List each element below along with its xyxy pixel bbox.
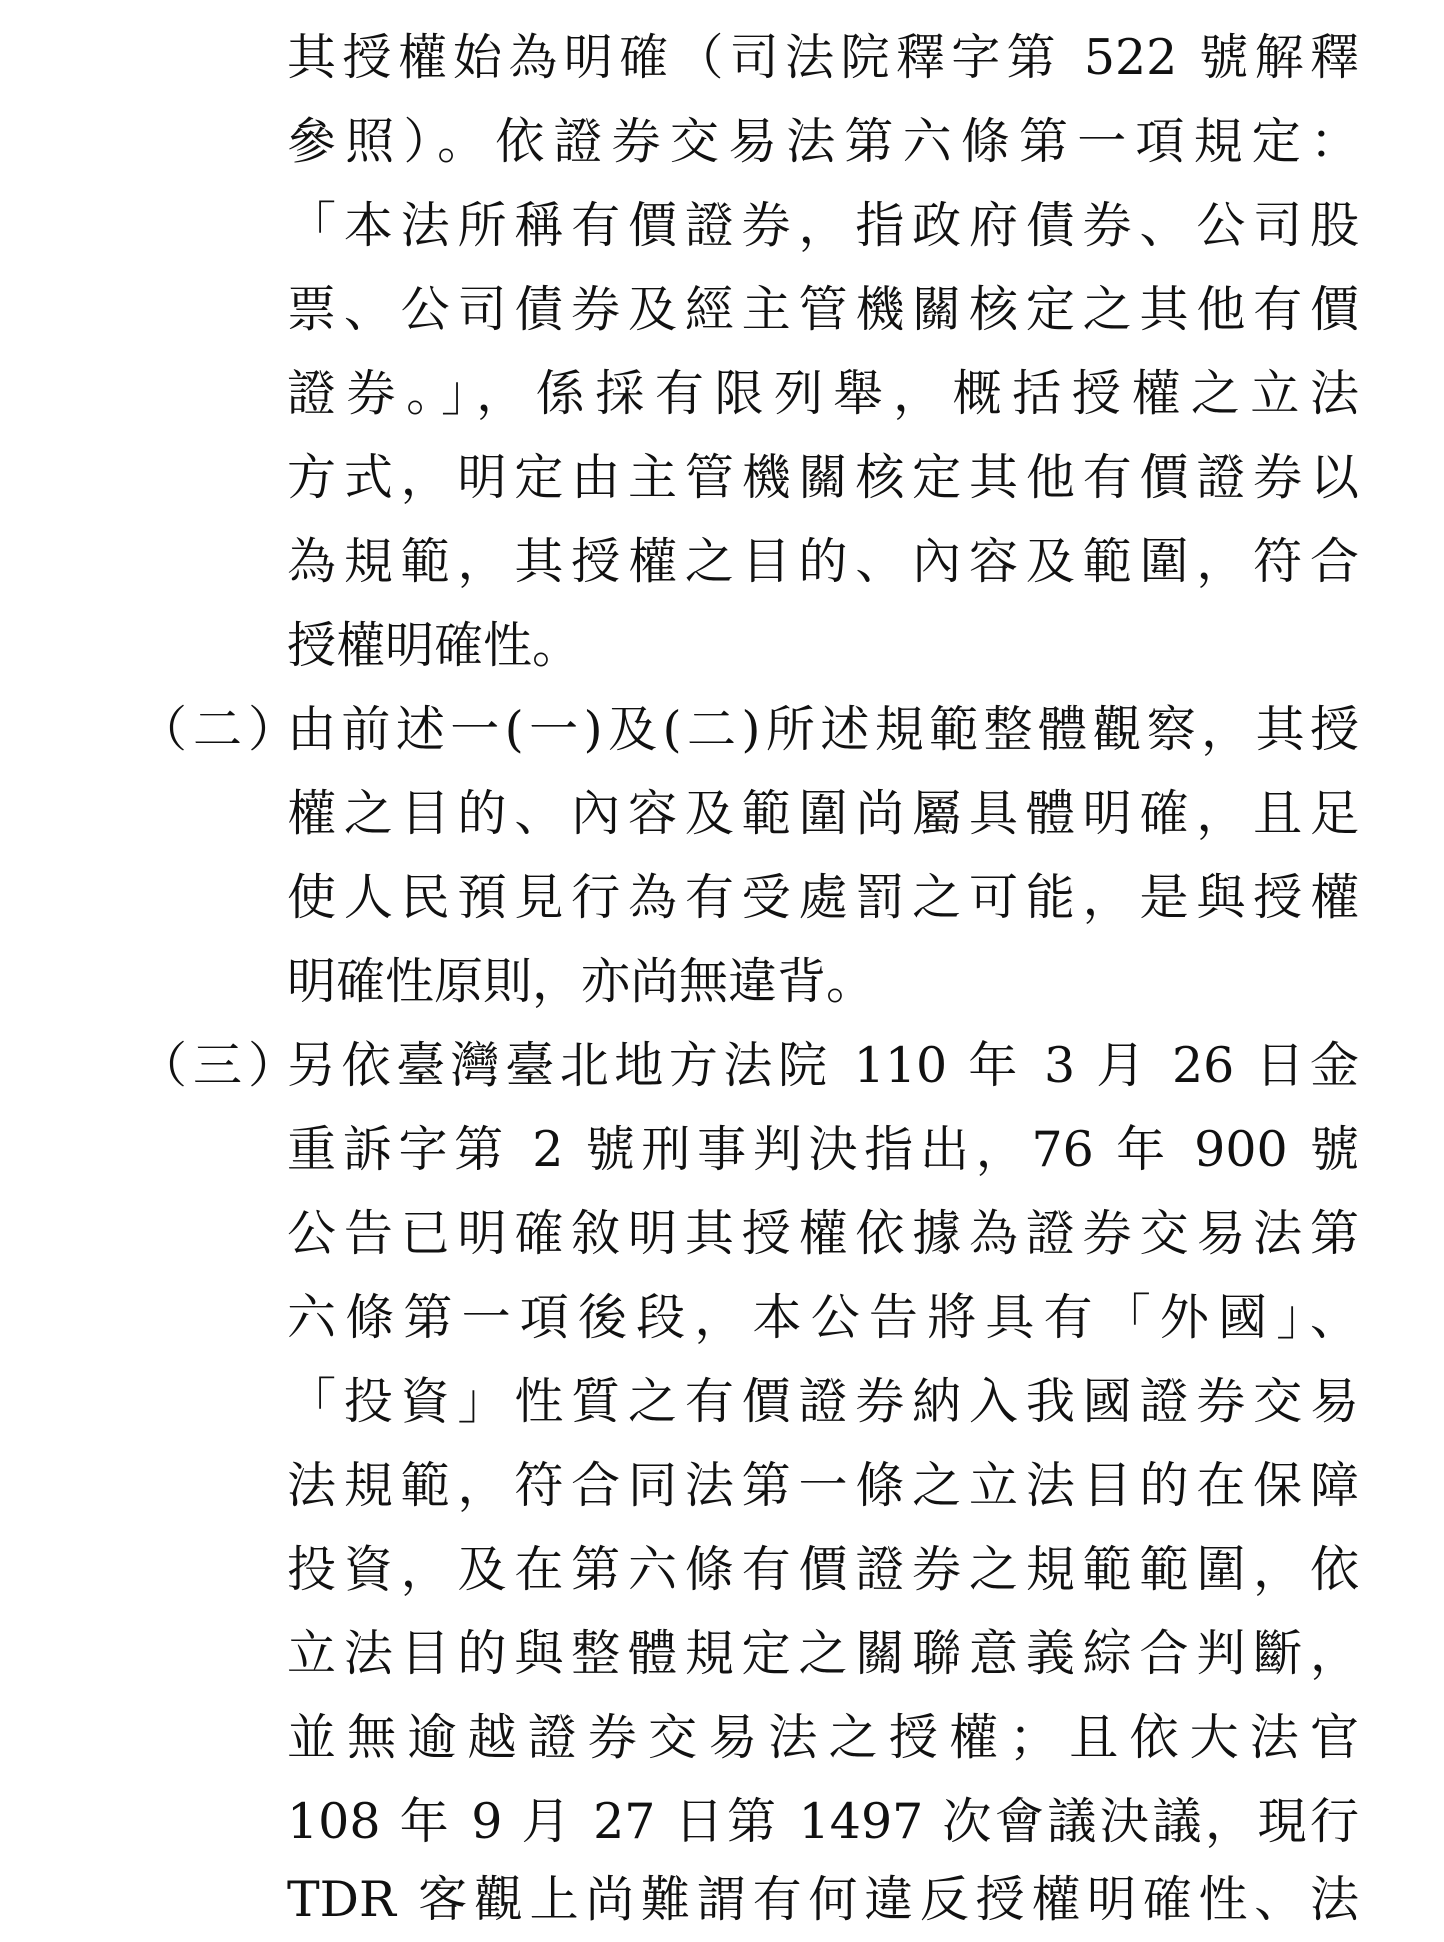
paragraph-line: 使人民預見行為有受處罰之可能，是與授權 [287,869,1359,926]
paragraph-line: 並無逾越證券交易法之授權；且依大法官 [287,1709,1359,1766]
paragraph-line: 「本法所稱有價證券，指政府債券、公司股 [287,197,1359,254]
paragraph-line: 參照）。依證券交易法第六條第一項規定： [287,113,1359,170]
item-marker-3: （三） [138,1037,304,1094]
paragraph-line: 由前述一(一)及(二)所述規範整體觀察，其授 [287,701,1359,758]
paragraph-line: 為規範，其授權之目的、內容及範圍，符合 [287,533,1359,590]
paragraph-line: 六條第一項後段，本公告將具有「外國」、 [287,1289,1359,1346]
paragraph-line: 權之目的、內容及範圍尚屬具體明確，且足 [287,785,1359,842]
paragraph-line: 立法目的與整體規定之關聯意義綜合判斷， [287,1625,1359,1682]
paragraph-line: TDR 客觀上尚難謂有何違反授權明確性、法 [287,1871,1359,1928]
paragraph-line: 108 年 9 月 27 日第 1497 次會議決議，現行 [287,1793,1359,1850]
paragraph-line: 票、公司債券及經主管機關核定之其他有價 [287,281,1359,338]
paragraph-line: 「投資」性質之有價證券納入我國證券交易 [287,1373,1359,1430]
paragraph-line: 其授權始為明確（司法院釋字第 522 號解釋 [287,29,1359,86]
item-marker-2: （二） [138,701,304,758]
paragraph-line: 公告已明確敘明其授權依據為證券交易法第 [287,1205,1359,1262]
paragraph-line: 證券。」，係採有限列舉，概括授權之立法 [287,365,1359,422]
paragraph-line: 方式，明定由主管機關核定其他有價證券以 [287,449,1359,506]
paragraph-line: 重訴字第 2 號刑事判決指出，76 年 900 號 [287,1121,1359,1178]
paragraph-line: 授權明確性。 [287,617,582,674]
paragraph-line: 法規範，符合同法第一條之立法目的在保障 [287,1457,1359,1514]
paragraph-line: 另依臺灣臺北地方法院 110 年 3 月 26 日金 [287,1037,1359,1094]
paragraph-line: 投資，及在第六條有價證券之規範範圍，依 [287,1541,1359,1598]
paragraph-line: 明確性原則，亦尚無違背。 [287,953,876,1010]
